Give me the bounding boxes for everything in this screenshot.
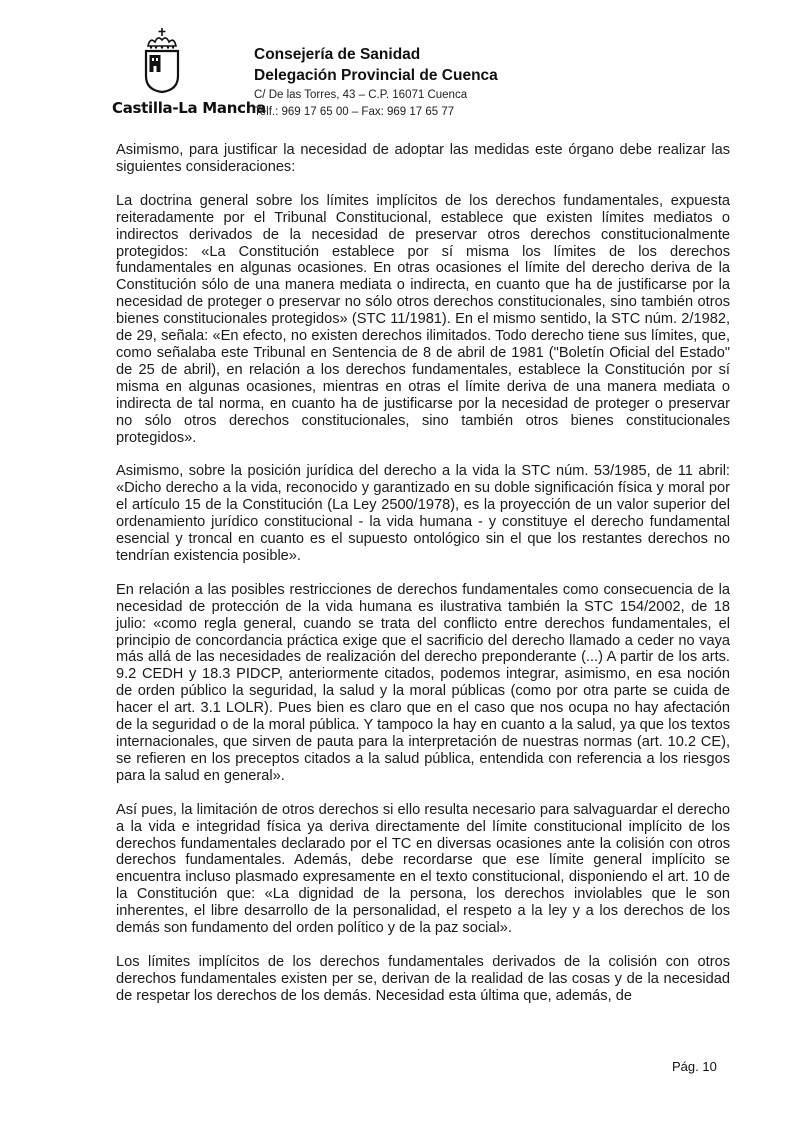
paragraph: La doctrina general sobre los límites implícitos de los derechos fundamentales, expuesta reiteradamente por el Tribunal Constitucional, establece que existen límites mediatos o indirectos derivados de la necesidad de preservar otros derechos constitucionalmente protegidos: «La Constitución establece por sí misma los límites de los derechos fundamentales en algunas ocasiones. En otras ocasiones el límite del derecho deriva de la Constitución sólo de una manera mediata o indirecta, en cuanto que ha de justificarse por la necesidad de proteger o preservar no sólo otros derechos constitucionales, sino también otros bienes constitucionales protegidos» (STC 11/1981). En el mismo sentido, la STC núm. 2/1982, de 29, señala: «En efecto, no existen derechos ilimitados. Todo derecho tiene sus límites, que, como señalaba este Tribunal en Sentencia de 8 de abril de 1981 ("Boletín Oficial del Estado" de 25 de abril), en relación a los derechos fundamentales, establece la Constitución por sí misma en algunas ocasiones, mientras en otras el límite deriva de una manera mediata o indirecta de tal norma, en cuanto ha de justificarse por la necesidad de proteger o preservar no sólo otros derechos constitucionales, sino también otros bienes constitucionales protegidos». — [116, 192, 730, 446]
paragraph: Asimismo, sobre la posición jurídica del derecho a la vida la STC núm. 53/1985, de 11 abril: «Dicho derecho a la vida, reconocido y garantizado en su doble significación física y moral por el artículo 15 de la Constitución (La Ley 2500/1978), es la proyección de un valor superior del ordenamiento jurídico constitucional - la vida humana - y constituye el derecho fundamental esencial y troncal en cuanto es el supuesto ontológico sin el que los restantes derechos no tendrían existencia posible». — [116, 463, 730, 564]
document-body — [116, 142, 730, 1022]
paragraph: Así pues, la limitación de otros derechos si ello resulta necesario para salvaguardar el derecho a la vida e integridad física ya deriva directamente del límite constitucional implícito de los derechos fundamentales declarado por el TC en diversas ocasiones ante la colisión con otros derechos fundamentales. Además, debe recordarse que ese límite general implícito se encuentra incluso plasmado expresamente en el texto constitucional, disponiendo el art. 10 de la Constitución que: «La dignidad de la persona, los derechos inviolables que le son inherentes, el libre desarrollo de la personalidad, el respeto a la ley y a los derechos de los demás son fundamento del orden político y de la paz social». — [116, 801, 730, 937]
page-number: Pág. 10 — [672, 1059, 717, 1074]
department-block — [254, 44, 498, 120]
letterhead — [0, 0, 800, 125]
brand-name: Castilla-La Mancha — [112, 99, 266, 117]
office-address: C/ De las Torres, 43 – C.P. 16071 Cuenca — [254, 89, 468, 101]
paragraph: En relación a las posibles restricciones de derechos fundamentales como consecuencia de la necesidad de protección de la vida humana es ilustrativa también la STC 154/2002, de 18 julio: «como regla general, cuando se trata del conflicto entre derechos fundamentales, el principio de concordancia práctica exige que el sacrificio del derecho llamado a ceder no vaya más allá de las necesidades de realización del derecho preponderante (...) A partir de los arts. 9.2 CEDH y 18.3 PIDCP, anteriormente citados, podemos integrar, asimismo, en esa noción de orden público la seguridad, la salud y la moral públicas (como por otra parte se cuida de hacer el art. 3.1 LOLR). Pues bien es claro que en el caso que nos ocupa no hay afectación de la seguridad o de la moral pública. Y tampoco la hay en cuanto a la salud, ya que los textos internacionales, que sirven de pauta para la interpretación de nuestras normas (art. 10.2 CE), se refieren en los preceptos citados a la salud pública, entendida con referencia a los riesgos para la salud en general». — [116, 581, 730, 784]
department-name: Consejería de Sanidad — [254, 46, 421, 63]
office-name: Delegación Provincial de Cuenca — [254, 67, 498, 84]
paragraph: Asimismo, para justificar la necesidad de adoptar las medidas este órgano debe realizar las siguientes consideraciones: — [116, 142, 730, 175]
paragraph: Los límites implícitos de los derechos fundamentales derivados de la colisión con otros derechos fundamentales existen per se, derivan de la realidad de las cosas y de la necesidad de respetar los derechos de los demás. Necesidad esta última que, además, de — [116, 953, 730, 1004]
castilla-la-mancha-crest-icon — [140, 28, 184, 96]
office-phone: Telf.: 969 17 65 00 – Fax: 969 17 65 77 — [254, 106, 455, 118]
